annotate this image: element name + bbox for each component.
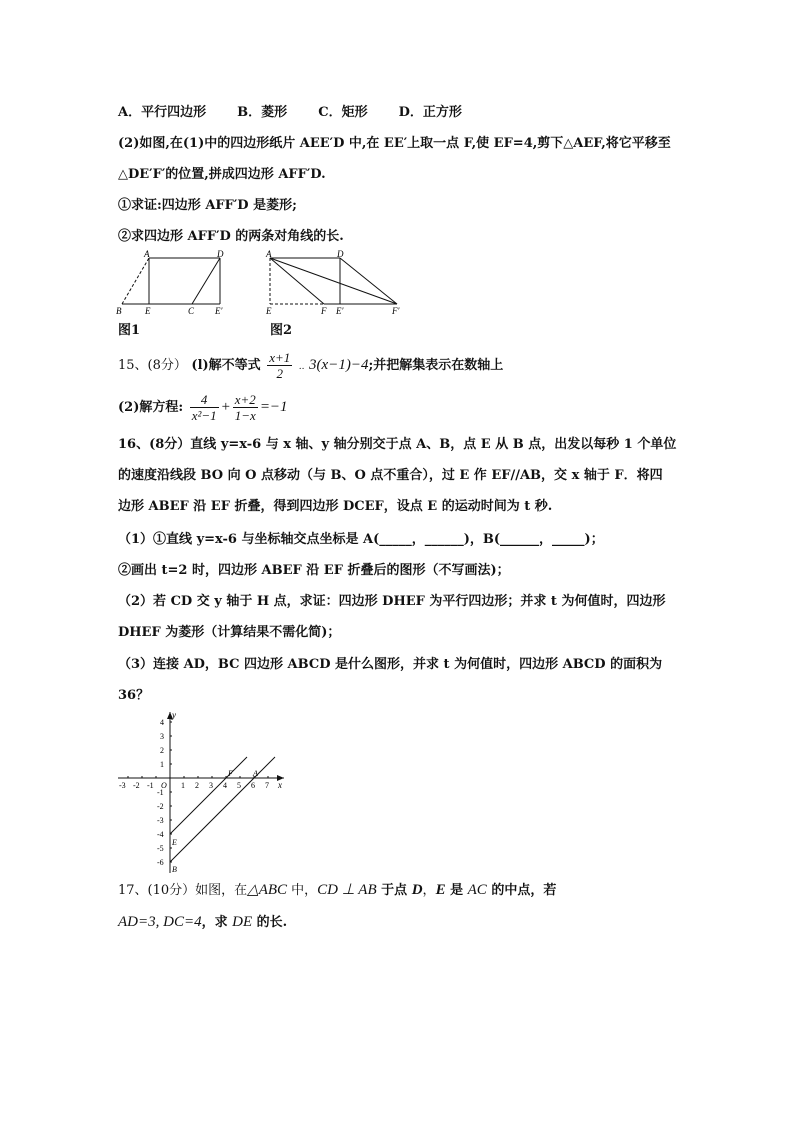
q17-line1 — [118, 882, 556, 899]
q15-part1 — [118, 350, 503, 382]
q16-line9: 36？ — [118, 688, 150, 703]
point-label-b: B — [172, 865, 177, 874]
graph-x-axis-label: x — [278, 780, 282, 790]
origin-label: O — [161, 781, 167, 790]
x-tick: -3 — [119, 781, 126, 790]
coordinate-graph — [114, 706, 290, 878]
q17-mid5: 的中点，若 — [486, 883, 557, 898]
q16-line2: 的速度沿线段 BO 向 O 点移动（与 B、O 点不重合），过 E 作 EF//AB，交 x 轴于 F．将四 — [118, 468, 663, 483]
q15-frac1-den: 2 — [276, 366, 283, 381]
figure-2-caption: 图2 — [270, 323, 293, 338]
q16-line1: 16、(8分）直线 y=x-6 与 x 轴、y 轴分别交于点 A、B，点 E 从 B 点，出发以每秒 1 个单位 — [118, 437, 677, 452]
x-tick: 4 — [223, 781, 227, 790]
q17-line2-mid: ，求 — [201, 915, 233, 930]
q15-frac2-den: x²−1 — [191, 408, 217, 423]
q15-fraction-2 — [190, 392, 219, 423]
graph-y-axis-label: y — [172, 710, 176, 720]
q17-mid3: ， — [422, 883, 436, 898]
x-tick: 6 — [251, 781, 255, 790]
q17-e: E — [435, 882, 446, 898]
q16-line6: （2）若 CD 交 y 轴于 H 点，求证：四边形 DHEF 为平行四边形；并求 t 为何值时，四边形 — [118, 594, 666, 609]
q15-ineq-sym: .. — [298, 362, 305, 372]
q15-frac2-num: 4 — [190, 392, 219, 408]
q15-plus: + — [220, 399, 231, 415]
y-tick: -6 — [157, 858, 164, 867]
q15-frac1-num: x+1 — [269, 350, 291, 365]
line-ef — [170, 757, 247, 834]
point-label-f: F — [228, 769, 233, 778]
q17-given: AD=3, DC=4 — [118, 914, 202, 930]
q17-de: DE — [232, 914, 253, 930]
y-tick: -4 — [157, 830, 164, 839]
y-tick: -5 — [157, 844, 164, 853]
q15-prefix: 15、(8分） — [118, 358, 187, 373]
fig2-label-f: F — [321, 306, 327, 316]
fig1-label-b: B — [116, 306, 122, 316]
y-tick: -1 — [157, 788, 164, 797]
option-c: C．矩形 — [318, 105, 368, 120]
q15-part1-after: ;并把解集表示在数轴上 — [368, 358, 504, 373]
q14-options-row — [118, 105, 462, 121]
y-tick: 3 — [160, 732, 164, 741]
graph-y-ticks — [157, 718, 164, 867]
q15-fraction-3 — [233, 392, 258, 423]
q15-part2-label: (2)解方程: — [118, 400, 184, 415]
q17-d: D — [411, 882, 423, 898]
point-label-a: A — [253, 769, 258, 778]
q14-part2-line1: (2)如图,在(1)中的四边形纸片 AEE′D 中,在 EE′上取一点 F,使 EF=4,剪下△AEF,将它平移至 — [118, 136, 671, 151]
q15-part1-before: (l)解不等式 — [191, 358, 261, 373]
y-tick: 1 — [160, 760, 164, 769]
q17-perp: CD ⊥ AB — [317, 882, 377, 898]
figure-1-caption: 图1 — [118, 323, 141, 338]
q15-eq-rhs: =−1 — [259, 399, 288, 415]
q16-line7: DHEF 为菱形（计算结果不需化简)； — [118, 625, 341, 640]
q17-mid2: 于点 — [376, 883, 412, 898]
q16-line3: 边形 ABEF 沿 EF 折叠，得到四边形 DCEF，设点 E 的运动时间为 t 秒. — [118, 499, 553, 514]
q15-fraction-1 — [267, 350, 292, 381]
x-tick: 7 — [265, 781, 269, 790]
fig1-label-a: A — [144, 249, 150, 259]
y-tick: 4 — [160, 718, 164, 727]
q15-part1-expr: 3(x−1)−4 — [309, 357, 369, 373]
fig2-label-a: A — [266, 249, 272, 259]
y-tick: -3 — [157, 816, 164, 825]
q16-line4: （1）①直线 y=x-6 与坐标轴交点坐标是 A(_____，______)，B(______，_____)； — [118, 532, 604, 547]
option-a: A．平行四边形 — [118, 105, 207, 120]
q17-triangle: △ABC — [247, 882, 288, 898]
fig1-label-d: D — [217, 249, 224, 259]
x-tick: -2 — [133, 781, 140, 790]
q15-frac3-num: x+2 — [234, 392, 256, 407]
q15-part2 — [118, 392, 288, 423]
x-tick: 3 — [209, 781, 213, 790]
fig2-label-f2: F′ — [392, 306, 400, 316]
fig1-label-c: C — [188, 306, 195, 316]
fig1-label-e: E — [145, 306, 151, 316]
q17-mid1: 中， — [287, 883, 318, 898]
q17-line2-end: 的长. — [252, 915, 288, 930]
x-tick: 2 — [195, 781, 199, 790]
x-tick: -1 — [147, 781, 154, 790]
q14-part2-line4: ②求四边形 AFF′D 的两条对角线的长. — [118, 229, 344, 244]
q17-line2 — [118, 914, 287, 931]
y-tick: 2 — [160, 746, 164, 755]
fig2-label-d: D — [337, 249, 344, 259]
q14-part2-line3: ①求证:四边形 AFF′D 是菱形; — [118, 198, 297, 213]
q17-prefix: 17、(10分）如图，在 — [118, 883, 248, 898]
fig1-label-e2: E′ — [215, 306, 223, 316]
figure-2 — [262, 248, 412, 320]
q16-line5: ②画出 t=2 时，四边形 ABEF 沿 EF 折叠后的图形（不写画法)； — [118, 563, 510, 578]
q16-line8: （3）连接 AD，BC 四边形 ABCD 是什么图形，并求 t 为何值时，四边形 ABCD 的面积为 — [118, 657, 663, 672]
line-ab — [170, 757, 275, 862]
q17-ac: AC — [467, 882, 487, 898]
q15-frac3-den: 1−x — [234, 408, 256, 423]
option-b: B．菱形 — [237, 105, 288, 120]
q14-part2-line2: △DE′F′的位置,拼成四边形 AFF′D. — [118, 167, 326, 182]
point-label-e: E — [172, 838, 177, 847]
q17-mid4: 是 — [445, 883, 468, 898]
x-tick: 1 — [181, 781, 185, 790]
fig2-label-e: E — [266, 306, 272, 316]
option-d: D．正方形 — [398, 105, 462, 120]
figure-1 — [112, 248, 242, 320]
y-tick: -2 — [157, 802, 164, 811]
x-tick: 5 — [237, 781, 241, 790]
fig2-label-e2: E′ — [336, 306, 344, 316]
